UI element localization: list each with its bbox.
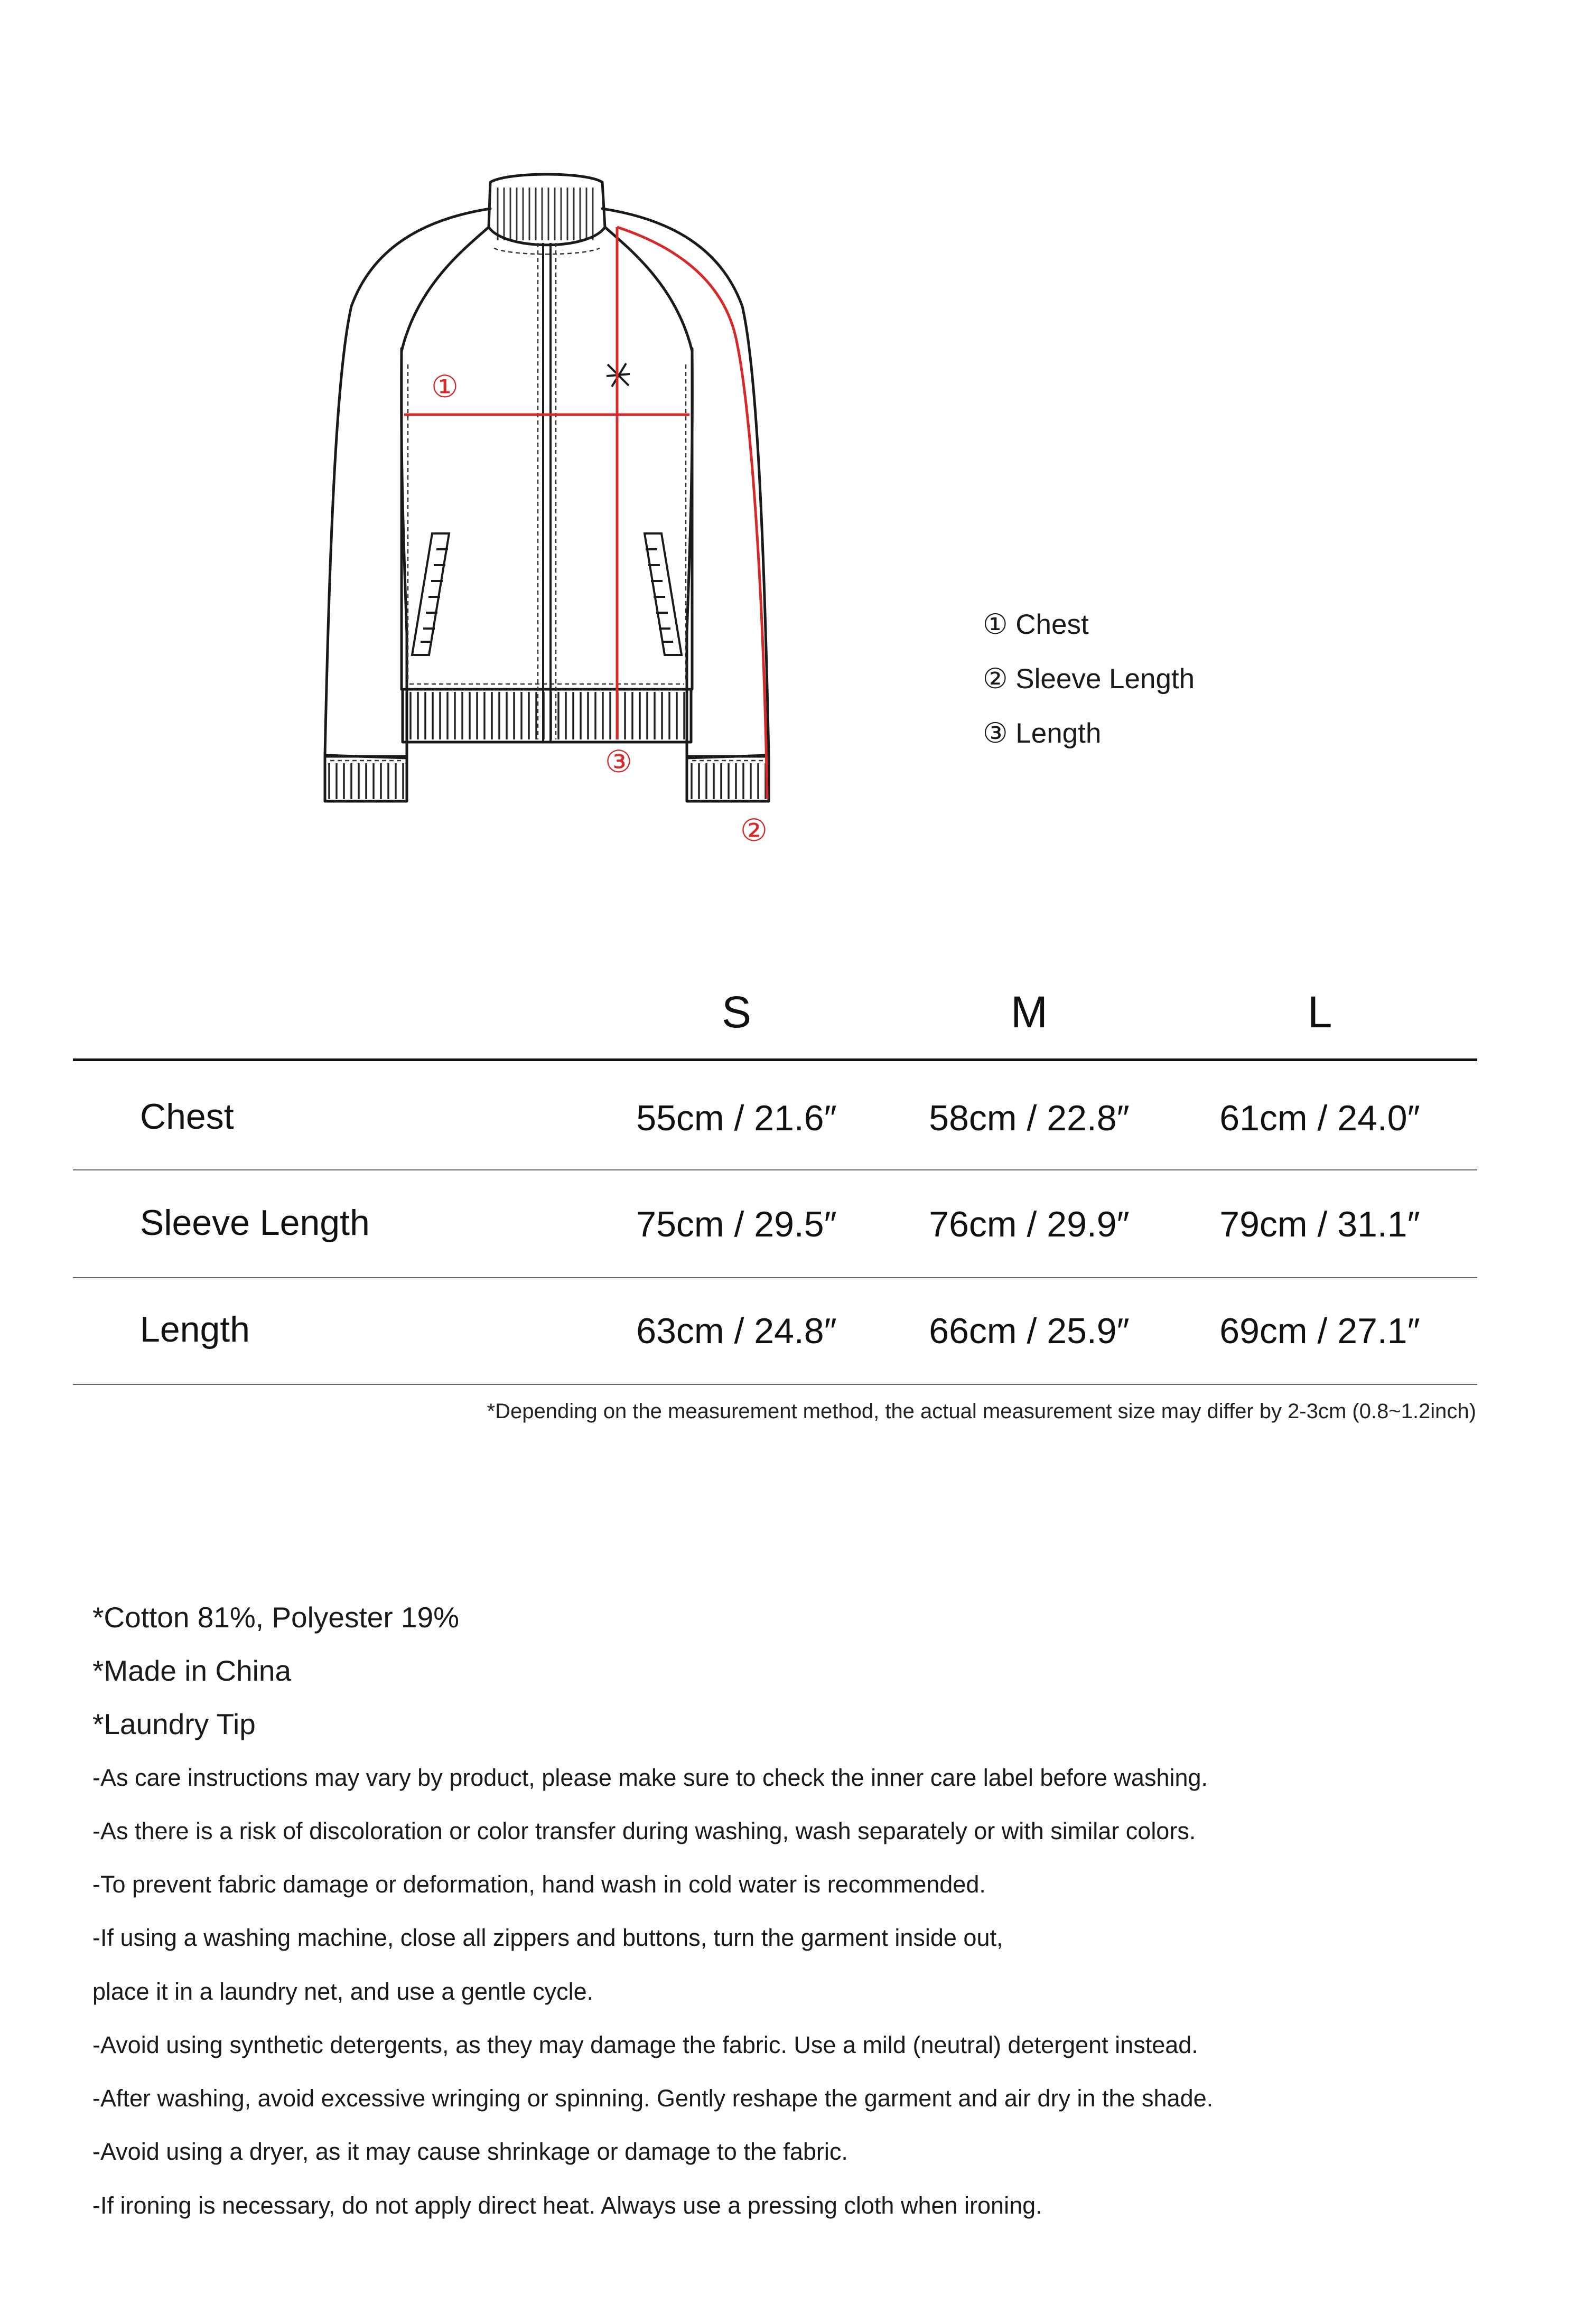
care-line: -If using a washing machine, close all zippers and buttons, turn the garment inside out, [92,1924,1003,1951]
left-cuff-rib [327,763,406,799]
row-label-length: Length [140,1309,250,1350]
row-divider [73,1169,1477,1170]
care-line: -As there is a risk of discoloration or color transfer during washing, wash separately or with similar colors. [92,1817,1196,1844]
cell-length-m: 66cm / 25.9″ [929,1311,1130,1351]
size-header-l: L [1307,987,1332,1037]
row-divider [73,1384,1477,1385]
right-pocket [645,533,682,655]
care-line: -Avoid using a dryer, as it may cause shrinkage or damage to the fabric. [92,2138,848,2165]
cell-length-s: 63cm / 24.8″ [636,1311,837,1351]
right-cuff-rib [688,763,767,799]
material: *Cotton 81%, Polyester 19% [92,1601,459,1634]
size-header-s: S [721,987,752,1037]
cell-sleeve-m: 76cm / 29.9″ [929,1204,1130,1244]
size-header-m: M [1011,987,1048,1037]
legend-chest: ① Chest [983,609,1089,640]
care-line: -To prevent fabric damage or deformation, hand wash in cold water is recommended. [92,1871,986,1898]
laundry-title: *Laundry Tip [92,1708,256,1740]
legend-sleeve-length: ② Sleeve Length [983,663,1195,695]
collar-rib [497,188,597,240]
left-pocket [412,533,449,655]
cell-chest-m: 58cm / 22.8″ [929,1098,1130,1138]
sleeve-marker: ② [740,812,768,848]
cell-length-l: 69cm / 27.1″ [1219,1311,1420,1351]
cell-sleeve-l: 79cm / 31.1″ [1219,1204,1420,1244]
cell-chest-l: 61cm / 24.0″ [1219,1098,1420,1138]
zipper [543,243,551,742]
cell-chest-s: 55cm / 21.6″ [636,1098,837,1138]
care-line: -As care instructions may vary by product, please make sure to check the inner care label before washing. [92,1764,1208,1791]
hem-rib [404,692,689,739]
chest-marker: ① [431,369,459,405]
origin: *Made in China [92,1654,292,1687]
care-line: -If ironing is necessary, do not apply direct heat. Always use a pressing cloth when ironing. [92,2192,1042,2219]
care-line: -Avoid using synthetic detergents, as they may damage the fabric. Use a mild (neutral) detergent instead. [92,2031,1198,2058]
care-line: -After washing, avoid excessive wringing or spinning. Gently reshape the garment and air dry in the shade. [92,2085,1214,2112]
legend-length: ③ Length [983,718,1102,749]
jacket-diagram [0,0,1585,898]
length-marker: ③ [605,744,632,780]
row-divider [73,1277,1477,1278]
row-label-sleeve-length: Sleeve Length [140,1203,370,1243]
cell-sleeve-s: 75cm / 29.5″ [636,1204,837,1244]
row-label-chest: Chest [140,1097,234,1137]
measurement-note: *Depending on the measurement method, the actual measurement size may differ by 2-3cm (0.8~1.2inch) [487,1400,1476,1423]
table-top-rule [73,1058,1477,1061]
care-line: place it in a laundry net, and use a gentle cycle. [92,1978,594,2005]
